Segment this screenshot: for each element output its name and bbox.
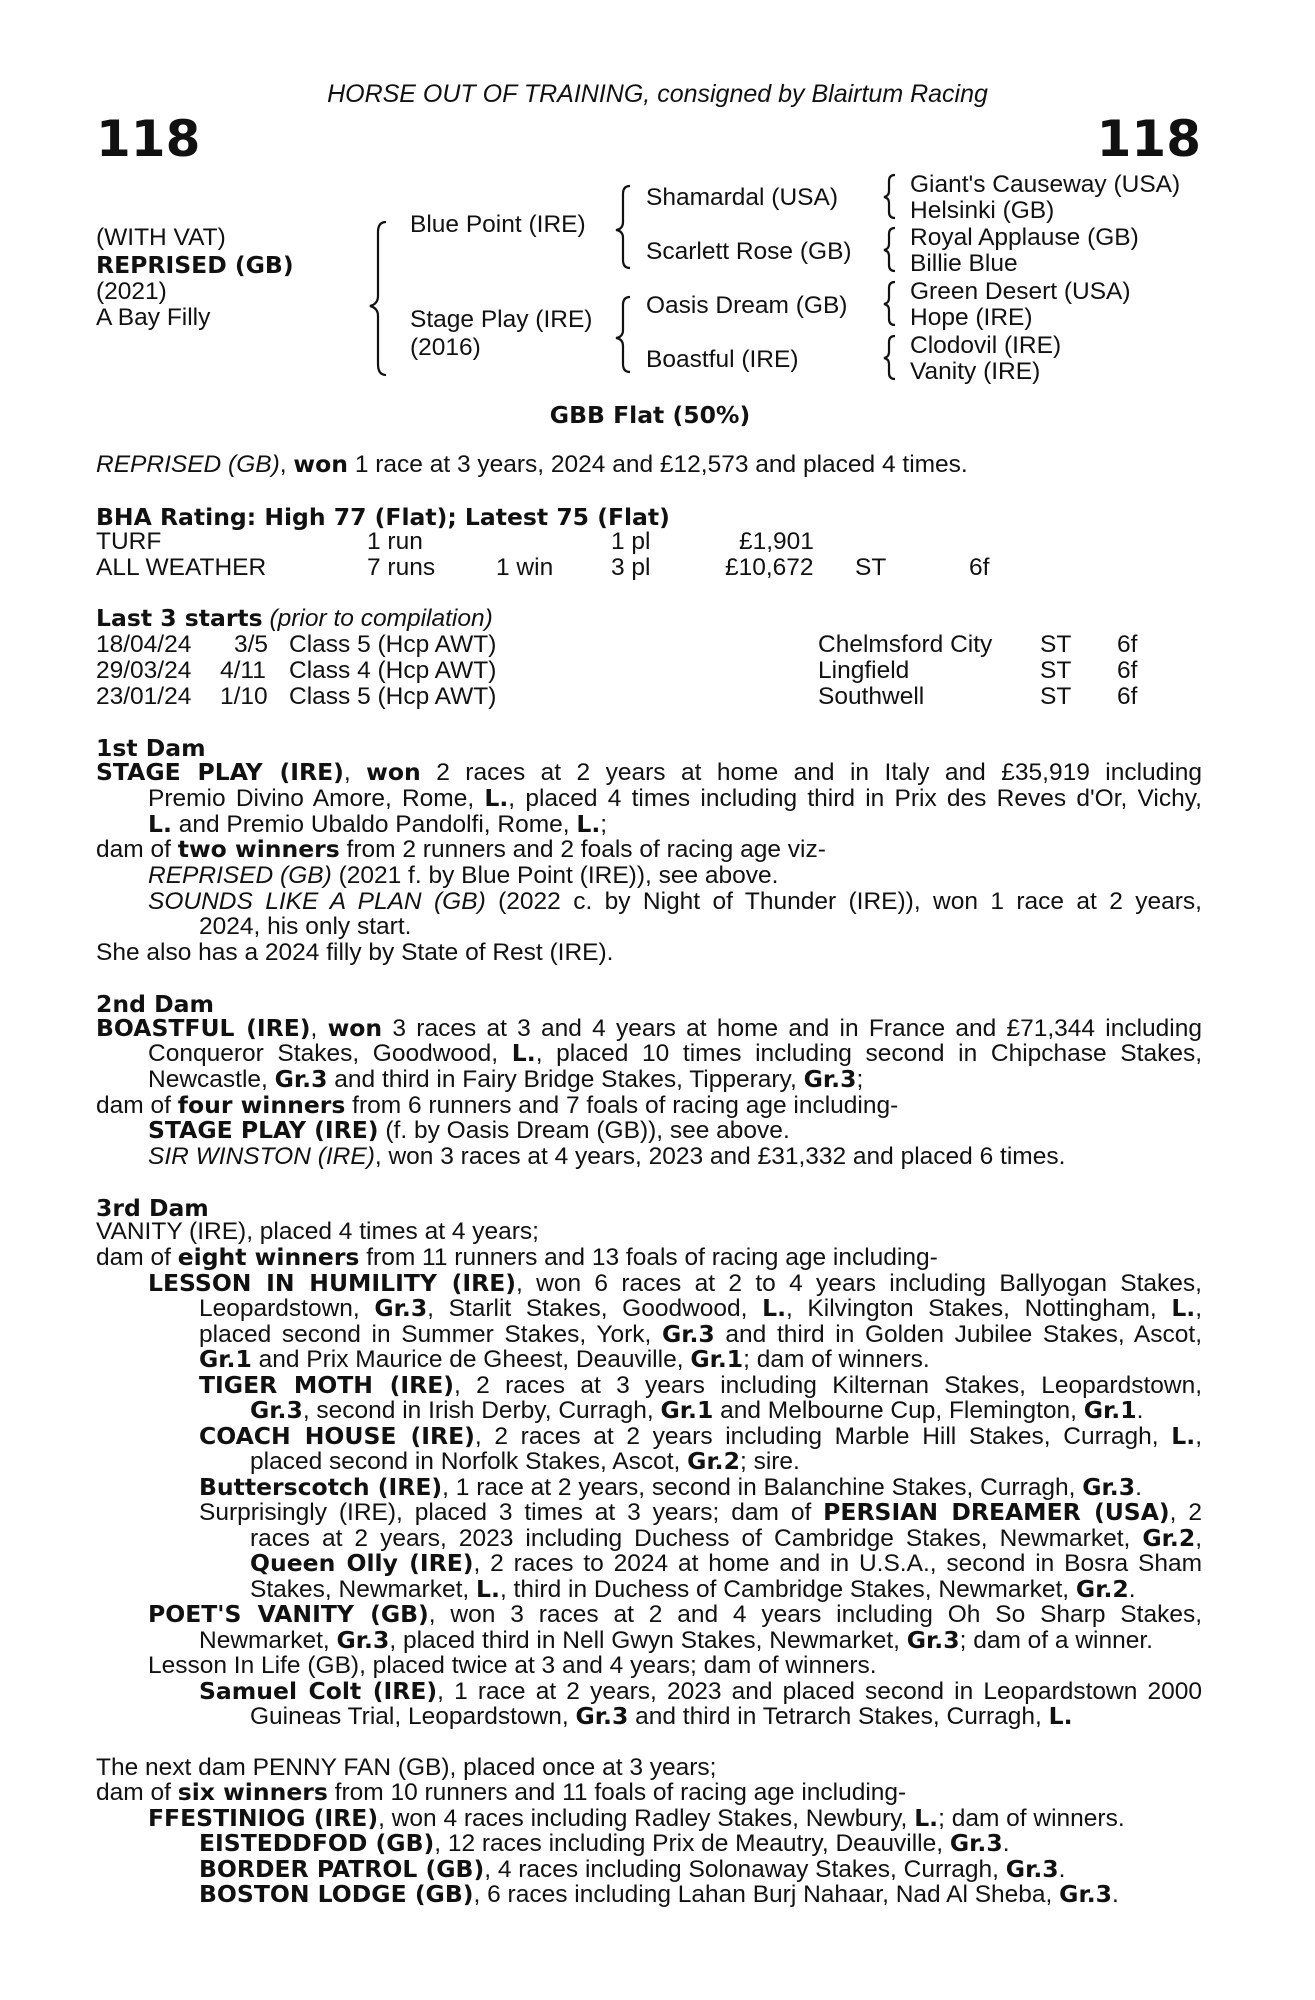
pedigree-g1: Giant's Causeway (USA) <box>910 171 1181 198</box>
start-going: ST <box>1040 631 1072 658</box>
progeny-entry: Gr.1 and Prix Maurice de Gheest, Deauville, Gr.1; dam of winners. <box>199 1345 930 1373</box>
second-dam-heading: 2nd Dam <box>96 990 214 1018</box>
first-dam-progeny: REPRISED (GB) (2021 f. by Blue Point (IRE)), see above. <box>148 862 779 889</box>
progeny-entry: EISTEDDFOD (GB), 12 races including Prix de Meautry, Deauville, Gr.3. <box>199 1829 1010 1857</box>
race-summary: REPRISED (GB), won 1 race at 3 years, 2024 and £12,573 and placed 4 times. <box>96 450 968 478</box>
progeny-entry: Samuel Colt (IRE), 1 race at 2 years, 2023 and placed second in Leopardstown 2000 <box>199 1677 1202 1705</box>
progeny-entry: BORDER PATROL (GB), 4 races including Solonaway Stakes, Curragh, Gr.3. <box>199 1855 1066 1883</box>
start-distance: 6f <box>1117 657 1138 684</box>
progeny-entry: BOSTON LODGE (GB), 6 races including Lahan Burj Nahaar, Nad Al Sheba, Gr.3. <box>199 1880 1119 1908</box>
record-placed: 1 pl <box>611 528 651 555</box>
pedigree-dam-year: (2016) <box>410 334 481 361</box>
progeny-entry: Gr.3, second in Irish Derby, Curragh, Gr.1 and Melbourne Cup, Flemington, Gr.1. <box>250 1396 1144 1424</box>
bha-rating-heading: BHA Rating: High 77 (Flat); Latest 75 (Flat) <box>96 503 670 531</box>
progeny-entry: Newmarket, Gr.3, placed third in Nell Gwyn Stakes, Newmarket, Gr.3; dam of a winner. <box>199 1626 1153 1654</box>
progeny-entry: Butterscotch (IRE), 1 race at 2 years, second in Balanchine Stakes, Curragh, Gr.3. <box>199 1473 1142 1501</box>
third-dam-heading: 3rd Dam <box>96 1194 209 1222</box>
first-dam-line: L. and Premio Ubaldo Pandolfi, Rome, L.; <box>148 810 608 838</box>
first-dam-line: Premio Divino Amore, Rome, L., placed 4 times including third in Prix des Reves d'Or, Vichy, <box>148 784 1202 812</box>
record-surface: ALL WEATHER <box>96 554 267 581</box>
start-distance: 6f <box>1117 683 1138 710</box>
horse-description: A Bay Filly <box>96 304 211 331</box>
progeny-entry: POET'S VANITY (GB), won 3 races at 2 and 4 years including Oh So Sharp Stakes, <box>148 1600 1202 1628</box>
horse-year: (2021) <box>96 278 167 305</box>
second-dam-line: Newcastle, Gr.3 and third in Fairy Bridge Stakes, Tipperary, Gr.3; <box>148 1065 864 1093</box>
pedigree-dam: Stage Play (IRE) <box>410 306 593 333</box>
third-dam-produce: dam of eight winners from 11 runners and 13 foals of racing age including- <box>96 1243 938 1271</box>
progeny-entry: Leopardstown, Gr.3, Starlit Stakes, Goodwood, L., Kilvington Stakes, Nottingham, L., <box>199 1294 1203 1322</box>
pedigree-g8: Vanity (IRE) <box>910 358 1041 385</box>
record-runs: 7 runs <box>367 554 436 581</box>
pedigree-g6: Hope (IRE) <box>910 304 1033 331</box>
progeny-entry: COACH HOUSE (IRE), 2 races at 2 years including Marble Hill Stakes, Curragh, L., <box>199 1422 1202 1450</box>
first-dam-produce: dam of two winners from 2 runners and 2 foals of racing age viz- <box>96 835 826 863</box>
start-date: 18/04/24 <box>96 631 192 658</box>
first-dam-heading: 1st Dam <box>96 734 206 762</box>
second-dam-line: BOASTFUL (IRE), won 3 races at 3 and 4 years at home and in France and £71,344 including <box>96 1014 1202 1042</box>
first-dam-line: STAGE PLAY (IRE), won 2 races at 2 years at home and in Italy and £35,919 including <box>96 758 1202 786</box>
pedigree-g3: Royal Applause (GB) <box>910 224 1139 251</box>
record-going: ST <box>855 554 887 581</box>
pedigree-dam-dam: Boastful (IRE) <box>646 346 799 373</box>
progeny-entry: placed second in Summer Stakes, York, Gr.3 and third in Golden Jubilee Stakes, Ascot, <box>199 1320 1203 1348</box>
record-runs: 1 run <box>367 528 423 555</box>
progeny-entry: races at 2 years, 2023 including Duchess of Cambridge Stakes, Newmarket, Gr.2, <box>250 1524 1202 1552</box>
pedigree-g2: Helsinki (GB) <box>910 197 1055 224</box>
start-course: Lingfield <box>818 657 910 684</box>
start-date: 29/03/24 <box>96 657 192 684</box>
record-placed: 3 pl <box>611 554 651 581</box>
lot-number-left: 118 <box>96 110 201 168</box>
pedigree-g4: Billie Blue <box>910 250 1018 277</box>
start-course: Chelmsford City <box>818 631 993 658</box>
first-dam-note: She also has a 2024 filly by State of Rest (IRE). <box>96 939 614 966</box>
start-class: Class 5 (Hcp AWT) <box>289 683 497 710</box>
second-dam-produce: dam of four winners from 6 runners and 7 foals of racing age including- <box>96 1091 899 1119</box>
progeny-entry: Lesson In Life (GB), placed twice at 3 and 4 years; dam of winners. <box>148 1652 877 1679</box>
record-earnings: £1,901 <box>739 528 814 555</box>
last-starts-heading: Last 3 starts (prior to compilation) <box>96 604 493 632</box>
first-dam-progeny: SOUNDS LIKE A PLAN (GB) (2022 c. by Night of Thunder (IRE)), won 1 race at 2 years, <box>148 888 1202 915</box>
start-distance: 6f <box>1117 631 1138 658</box>
gbb-label: GBB Flat (50%) <box>549 401 751 429</box>
start-date: 23/01/24 <box>96 683 192 710</box>
start-course: Southwell <box>818 683 925 710</box>
pedigree-g5: Green Desert (USA) <box>910 278 1131 305</box>
second-dam-progeny: STAGE PLAY (IRE) (f. by Oasis Dream (GB)), see above. <box>148 1116 790 1144</box>
record-table <box>0 529 1315 583</box>
record-distance: 6f <box>969 554 990 581</box>
record-surface: TURF <box>96 528 162 555</box>
progeny-entry: FFESTINIOG (IRE), won 4 races including Radley Stakes, Newbury, L.; dam of winners. <box>148 1804 1125 1832</box>
lot-number-right: 118 <box>1096 110 1201 168</box>
second-dam-progeny: SIR WINSTON (IRE), won 3 races at 4 years, 2023 and £31,332 and placed 6 times. <box>148 1143 1066 1170</box>
start-position: 1/10 <box>220 683 268 710</box>
pedigree-sire-sire: Shamardal (USA) <box>646 184 838 211</box>
record-earnings: £10,672 <box>725 554 814 581</box>
start-class: Class 4 (Hcp AWT) <box>289 657 497 684</box>
pedigree-g7: Clodovil (IRE) <box>910 332 1062 359</box>
last-starts-table <box>0 632 1315 710</box>
page-title: HORSE OUT OF TRAINING, consigned by Blairtum Racing <box>327 80 988 108</box>
progeny-entry: LESSON IN HUMILITY (IRE), won 6 races at 2 to 4 years including Ballyogan Stakes, <box>148 1269 1202 1297</box>
pedigree-sire-dam: Scarlett Rose (GB) <box>646 238 852 265</box>
progeny-entry: placed second in Norfolk Stakes, Ascot, Gr.2; sire. <box>250 1447 800 1475</box>
record-wins: 1 win <box>496 554 554 581</box>
next-dam-line: The next dam PENNY FAN (GB), placed once at 3 years; <box>96 1754 717 1781</box>
progeny-entry: Guineas Trial, Leopardstown, Gr.3 and third in Tetrarch Stakes, Curragh, L. <box>250 1702 1073 1730</box>
start-position: 3/5 <box>234 631 269 658</box>
progeny-entry: TIGER MOTH (IRE), 2 races at 3 years including Kilternan Stakes, Leopardstown, <box>199 1371 1203 1399</box>
progeny-entry: Stakes, Newmarket, L., third in Duchess of Cambridge Stakes, Newmarket, Gr.2. <box>250 1575 1136 1603</box>
vat-label: (WITH VAT) <box>96 224 226 251</box>
progeny-entry: Queen Olly (IRE), 2 races to 2024 at home and in U.S.A., second in Bosra Sham <box>250 1549 1202 1577</box>
horse-name: REPRISED (GB) <box>96 251 294 279</box>
third-dam-line: VANITY (IRE), placed 4 times at 4 years; <box>96 1218 539 1245</box>
progeny-entry: Surprisingly (IRE), placed 3 times at 3 years; dam of PERSIAN DREAMER (USA), 2 <box>199 1498 1203 1526</box>
pedigree-dam-sire: Oasis Dream (GB) <box>646 292 848 319</box>
first-dam-progeny: 2024, his only start. <box>199 913 412 940</box>
start-going: ST <box>1040 683 1072 710</box>
start-going: ST <box>1040 657 1072 684</box>
start-class: Class 5 (Hcp AWT) <box>289 631 497 658</box>
second-dam-line: Conqueror Stakes, Goodwood, L., placed 10 times including second in Chipchase Stakes, <box>148 1039 1203 1067</box>
next-dam-produce: dam of six winners from 10 runners and 11 foals of racing age including- <box>96 1778 907 1806</box>
pedigree-sire: Blue Point (IRE) <box>410 211 586 238</box>
start-position: 4/11 <box>220 657 266 684</box>
